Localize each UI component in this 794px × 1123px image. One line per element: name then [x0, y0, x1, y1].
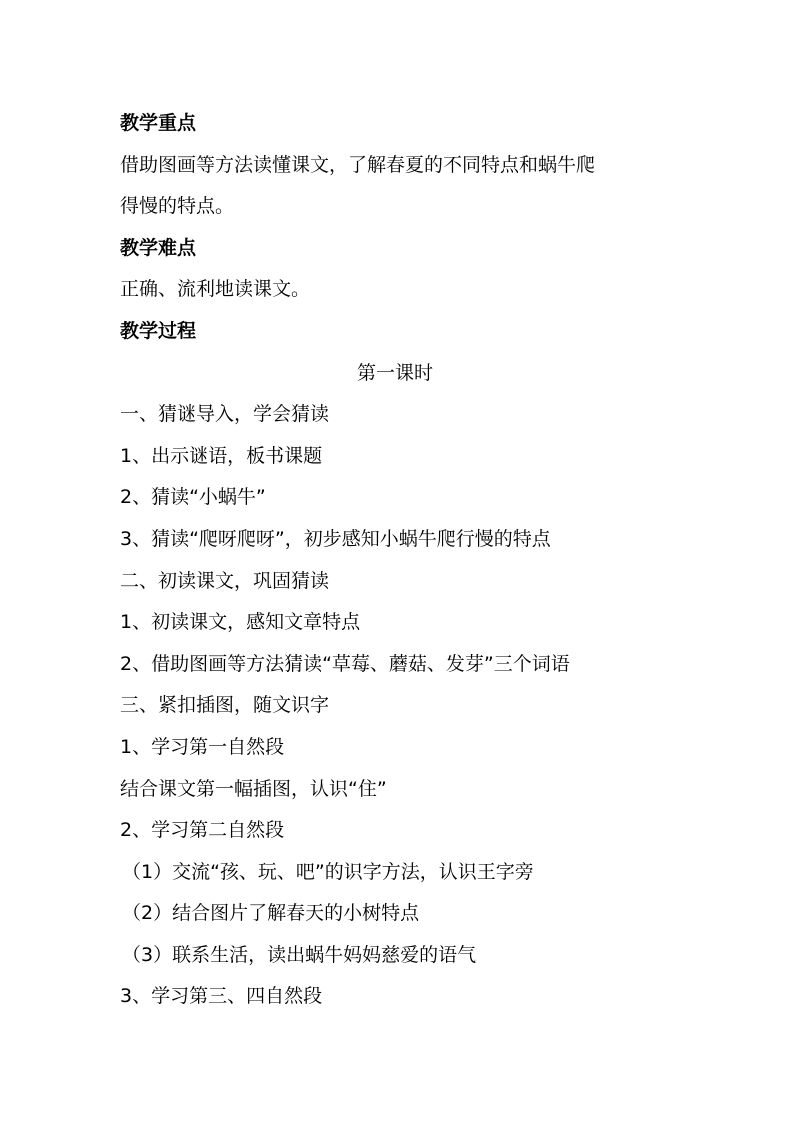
process-item: 3、猜读“爬呀爬呀”，初步感知小蜗牛爬行慢的特点: [120, 527, 551, 550]
key-points-text-line-2: 得慢的特点。: [120, 195, 235, 218]
process-item: 一、猜谜导入，学会猜读: [120, 403, 330, 426]
process-item: 2、猜读“小蜗牛”: [120, 486, 266, 509]
process-item: 3、学习第三、四自然段: [120, 985, 323, 1008]
process-item: 1、学习第一自然段: [120, 735, 285, 758]
process-item: 1、出示谜语，板书课题: [120, 444, 323, 467]
difficulties-text: 正确、流利地读课文。: [120, 278, 311, 301]
process-item: 2、学习第二自然段: [120, 819, 285, 842]
heading-process: 教学过程: [120, 319, 197, 342]
process-item: 二、初读课文，巩固猜读: [120, 569, 330, 592]
process-item: 1、初读课文，感知文章特点: [120, 611, 361, 634]
heading-key-points: 教学重点: [120, 112, 197, 134]
process-item: （3）联系生活，读出蜗牛妈妈慈爱的语气: [122, 943, 477, 966]
process-item: （2）结合图片了解春天的小树特点: [122, 902, 420, 925]
lesson-title: 第一课时: [356, 361, 433, 384]
process-item: 三、紧扣插图，随文识字: [120, 694, 330, 717]
process-item: 2、借助图画等方法猜读“草莓、蘑菇、发芽”三个词语: [120, 652, 570, 675]
process-item: 结合课文第一幅插图，认识“住”: [120, 777, 387, 800]
document-content: [120, 103, 680, 1018]
process-item: （1）交流“孩、玩、吧”的识字方法，认识王字旁: [122, 860, 534, 883]
key-points-text-line-1: 借助图画等方法读懂课文，了解春夏的不同特点和蜗牛爬: [120, 153, 596, 176]
heading-difficulties: 教学难点: [120, 236, 197, 259]
